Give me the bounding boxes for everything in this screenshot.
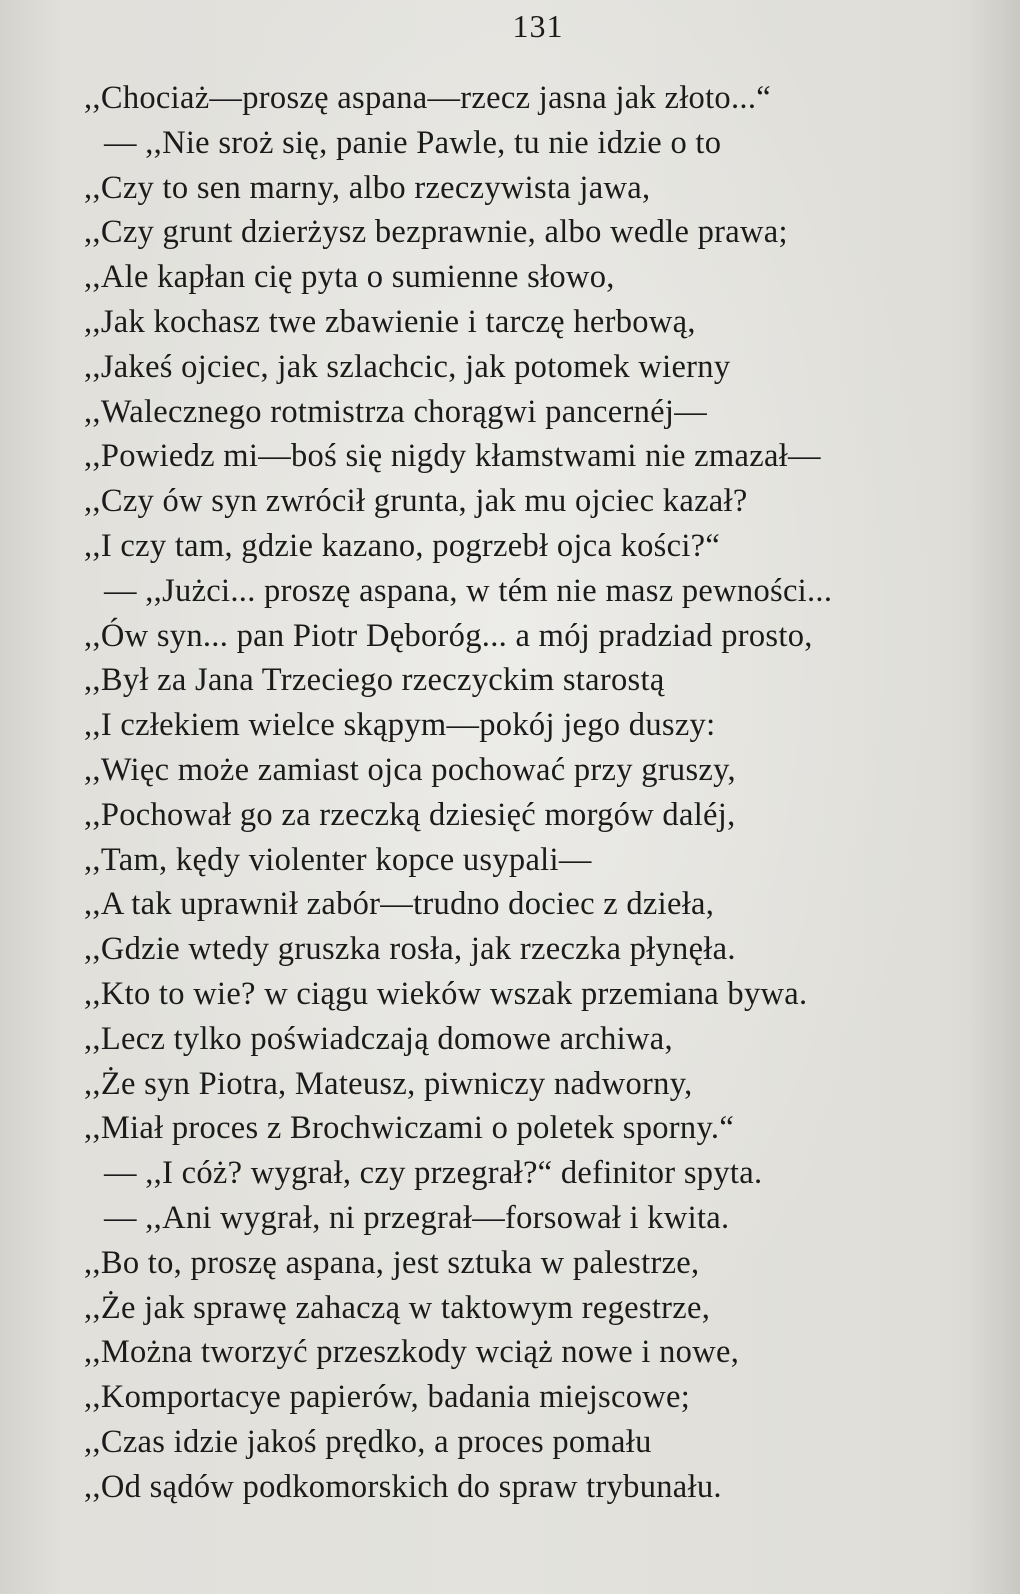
text-line: — ,,I cóż? wygrał, czy przegrał?“ definitor spyta. xyxy=(104,1155,763,1192)
text-line: ,,Można tworzyć przeszkody wciąż nowe i nowe, xyxy=(84,1334,740,1371)
text-line: ,,Czy grunt dzierżysz bezprawnie, albo wedle prawa; xyxy=(84,214,788,251)
text-line: ,,Więc może zamiast ojca pochować przy gruszy, xyxy=(84,751,736,788)
text-line: ,,Bo to, proszę aspana, jest sztuka w palestrze, xyxy=(84,1244,700,1281)
poem-text xyxy=(84,76,1004,1510)
text-line: ,,Czy to sen marny, albo rzeczywista jawa, xyxy=(84,169,651,206)
text-line: ,,Jakeś ojciec, jak szlachcic, jak potomek wierny xyxy=(84,348,731,385)
text-line: ,,Lecz tylko poświadczają domowe archiwa, xyxy=(84,1020,673,1057)
text-line: — ,,Nie sroż się, panie Pawle, tu nie idzie o to xyxy=(104,124,722,161)
text-line: ,,Powiedz mi—boś się nigdy kłamstwami nie zmazał— xyxy=(84,438,821,475)
text-line: ,,Chociaż—proszę aspana—rzecz jasna jak złoto...“ xyxy=(84,80,771,116)
text-line: ,,Miał proces z Brochwiczami o poletek sporny.“ xyxy=(84,1110,735,1147)
text-line: ,,Że jak sprawę zahaczą w taktowym regestrze, xyxy=(84,1289,711,1326)
text-line: ,,Walecznego rotmistrza chorągwi pancernéj— xyxy=(84,393,707,430)
text-line: ,,Gdzie wtedy gruszka rosła, jak rzeczka płynęła. xyxy=(84,931,736,968)
text-line: ,,Jak kochasz twe zbawienie i tarczę herbową, xyxy=(84,303,696,340)
text-line: ,,Czas idzie jakoś prędko, a proces pomału xyxy=(84,1423,652,1460)
text-line: ,,Kto to wie? w ciągu wieków wszak przemiana bywa. xyxy=(84,975,808,1012)
text-line: — ,,Jużci... proszę aspana, w tém nie masz pewności... xyxy=(104,572,833,609)
text-line: ,,Pochował go za rzeczką dziesięć morgów daléj, xyxy=(84,796,736,833)
text-line: ,,Komportacye papierów, badania miejscowe; xyxy=(84,1379,691,1416)
text-line: ,,A tak uprawnił zabór—trudno dociec z dzieła, xyxy=(84,886,715,923)
text-line: ,,Ale kapłan cię pyta o sumienne słowo, xyxy=(84,259,615,296)
text-line: ,,I czy tam, gdzie kazano, pogrzebł ojca kości?“ xyxy=(84,527,721,564)
text-line: ,,Że syn Piotra, Mateusz, piwniczy nadworny, xyxy=(84,1065,693,1102)
text-line: ,,Od sądów podkomorskich do spraw trybunału. xyxy=(84,1468,722,1505)
text-line: ,,Tam, kędy violenter kopce usypali— xyxy=(84,841,592,878)
text-line: — ,,Ani wygrał, ni przegrał—forsował i kwita. xyxy=(104,1199,730,1236)
text-line: ,,I człekiem wielce skąpym—pokój jego duszy: xyxy=(84,707,716,744)
text-line: ,,Był za Jana Trzeciego rzeczyckim starostą xyxy=(84,662,665,699)
text-line: ,,Czy ów syn zwrócił grunta, jak mu ojciec kazał? xyxy=(84,483,748,520)
page-number: 131 xyxy=(512,8,564,44)
text-line: ,,Ów syn... pan Piotr Dęboróg... a mój pradziad prosto, xyxy=(84,617,813,654)
